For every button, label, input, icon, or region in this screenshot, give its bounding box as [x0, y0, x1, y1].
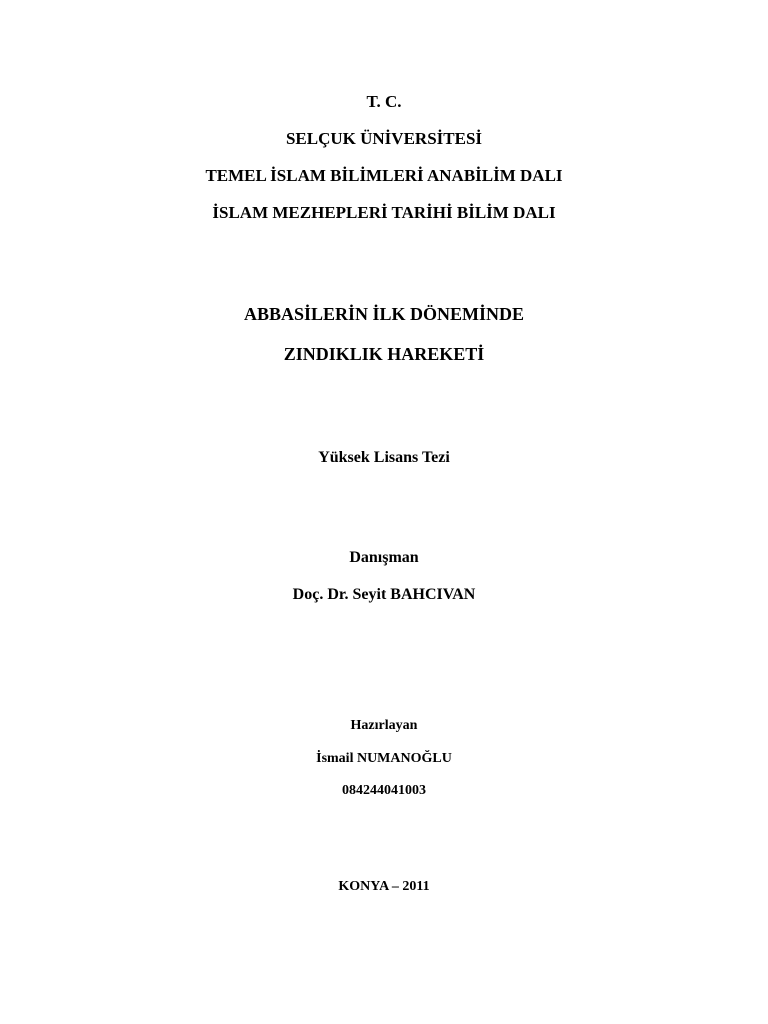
thesis-type: Yüksek Lisans Tezi	[318, 449, 450, 466]
advisor-name: Doç. Dr. Seyit BAHCIVAN	[292, 586, 476, 603]
country-line: T. C.	[366, 92, 402, 111]
division-name: İSLAM MEZHEPLERİ TARİHİ BİLİM DALI	[212, 203, 556, 222]
thesis-title-line-1: ABBASİLERİN İLK DÖNEMİNDE	[243, 304, 525, 324]
author-name: İsmail NUMANOĞLU	[316, 751, 452, 766]
university-name: SELÇUK ÜNİVERSİTESİ	[285, 129, 483, 148]
author-label: Hazırlayan	[350, 718, 418, 733]
thesis-title-line-2: ZINDIKLIK HAREKETİ	[283, 344, 485, 364]
department-name: TEMEL İSLAM BİLİMLERİ ANABİLİM DALI	[205, 166, 563, 185]
advisor-label: Danışman	[349, 549, 419, 566]
student-number: 084244041003	[342, 783, 426, 798]
place-and-year: KONYA – 2011	[338, 879, 430, 894]
